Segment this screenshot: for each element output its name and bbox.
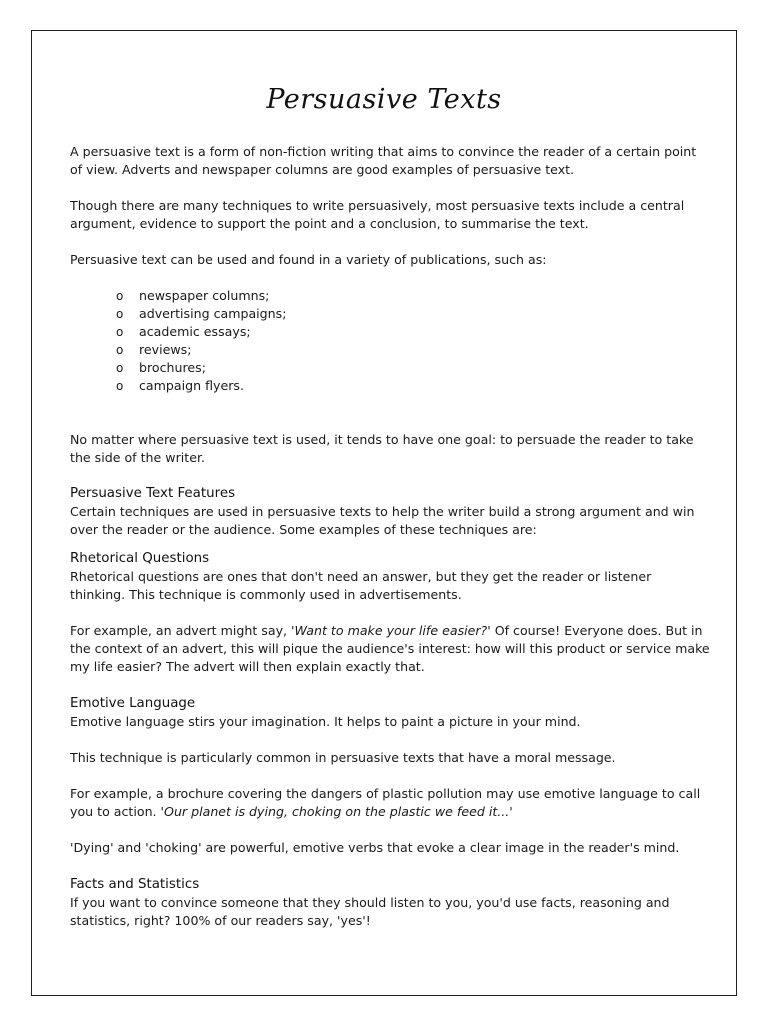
facts-heading: Facts and Statistics <box>70 877 200 892</box>
bullet-icon: o <box>116 289 124 303</box>
rhetorical-paragraph: Rhetorical questions are ones that don't need an answer, but they get the reader or listener thinking. This technique is commonly used in advertisements. <box>70 569 652 602</box>
features-paragraph: Certain techniques are used in persuasive texts to help the writer build a strong argument and win over the reader or the audience. Some examples of these techniques are: <box>70 504 695 537</box>
publications-list <box>70 287 710 395</box>
bullet-icon: o <box>116 379 124 393</box>
page-title: Persuasive Texts <box>266 84 502 115</box>
list-item: o brochures; <box>116 360 206 375</box>
emotive-paragraph-4: 'Dying' and 'choking' are powerful, emotive verbs that evoke a clear image in the reader's mind. <box>70 840 680 855</box>
list-item: o newspaper columns; <box>116 288 270 303</box>
emotive-quote: Our planet is dying, choking on the plastic we feed it... <box>164 804 510 819</box>
list-item: o academic essays; <box>116 324 251 339</box>
list-item: o reviews; <box>116 342 192 357</box>
intro-paragraph-2: Though there are many techniques to write persuasively, most persuasive texts include a central argument, evidence to support the point and a conclusion, to summarise the text. <box>70 198 685 231</box>
rhetorical-heading: Rhetorical Questions <box>70 551 210 566</box>
rhetorical-quote: Want to make your life easier?' <box>294 623 491 638</box>
bullet-icon: o <box>116 307 124 321</box>
emotive-paragraph-2: This technique is particularly common in persuasive texts that have a moral message. <box>70 750 616 765</box>
rhetorical-example: For example, an advert might say, 'Want to make your life easier?' Of course! Everyone does. But in the context of an advert, this will pique the audience's interest: how will this product or service make my life easier? The advert will then explain exactly that. <box>70 623 710 674</box>
bullet-icon: o <box>116 361 124 375</box>
emotive-heading: Emotive Language <box>70 696 196 711</box>
facts-paragraph: If you want to convince someone that they should listen to you, you'd use facts, reasoning and statistics, right? 100% of our readers say, 'yes'! <box>70 895 670 928</box>
bullet-icon: o <box>116 325 124 339</box>
list-item: o advertising campaigns; <box>116 306 287 321</box>
emotive-paragraph-1: Emotive language stirs your imagination. It helps to paint a picture in your mind. <box>70 714 581 729</box>
bullet-icon: o <box>116 343 124 357</box>
features-heading: Persuasive Text Features <box>70 486 236 501</box>
goal-paragraph: No matter where persuasive text is used, it tends to have one goal: to persuade the reader to take the side of the writer. <box>70 432 694 465</box>
document-body <box>70 143 710 930</box>
intro-paragraph-3: Persuasive text can be used and found in a variety of publications, such as: <box>70 252 547 267</box>
emotive-example: For example, a brochure covering the dangers of plastic pollution may use emotive language to call you to action. 'Our planet is dying, choking on the plastic we feed it...' <box>70 786 701 819</box>
list-item: o campaign flyers. <box>116 378 244 393</box>
intro-paragraph-1: A persuasive text is a form of non-fiction writing that aims to convince the reader of a certain point of view. Adverts and newspaper columns are good examples of persuasive text. <box>70 144 697 177</box>
